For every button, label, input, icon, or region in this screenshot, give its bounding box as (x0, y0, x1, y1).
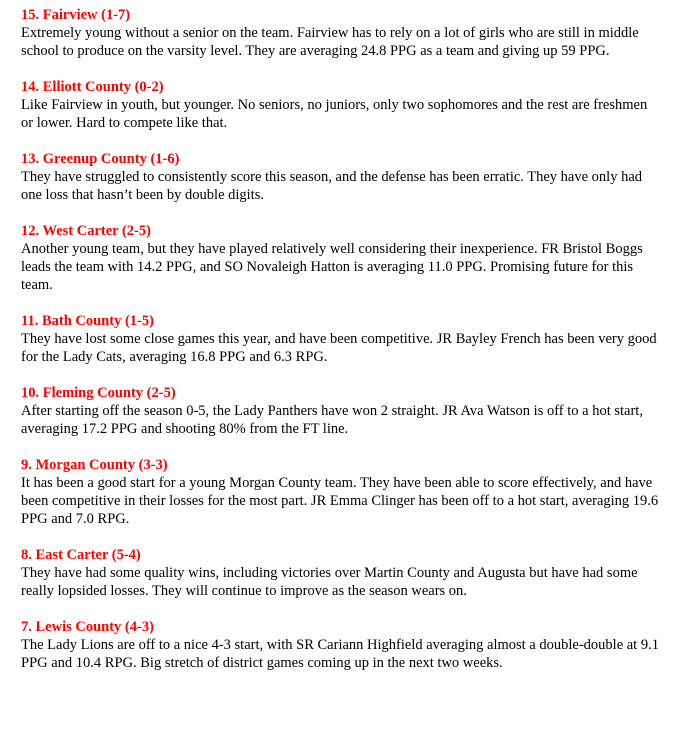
team-summary: They have lost some close games this year, and have been competitive. JR Bayley French has been very good for the Lady Cats, averaging 16.8 PPG and 6.3 RPG. (21, 331, 657, 365)
team-heading: 8. East Carter (5-4) (21, 547, 141, 563)
team-summary: The Lady Lions are off to a nice 4-3 start, with SR Cariann Highfield averaging almost a double-double at 9.1 PPG and 10.4 RPG. Big stretch of district games coming up in the next two weeks. (21, 637, 659, 671)
ranking-entry-8 (21, 546, 661, 600)
team-heading: 14. Elliott County (0-2) (21, 79, 164, 95)
team-heading: 15. Fairview (1-7) (21, 7, 131, 23)
ranking-entry-13 (21, 150, 661, 204)
team-heading: 7. Lewis County (4-3) (21, 619, 154, 635)
team-heading: 13. Greenup County (1-6) (21, 151, 180, 167)
team-summary: They have had some quality wins, including victories over Martin County and Augusta but have had some really lopsided losses. They will continue to improve as the season wears on. (21, 565, 638, 599)
team-summary: It has been a good start for a young Morgan County team. They have been able to score effectively, and have been competitive in their losses for the most part. JR Emma Clinger has been off to a hot start, averaging 19.6 PPG and 7.0 RPG. (21, 475, 659, 527)
ranking-entry-10 (21, 384, 661, 438)
team-summary: After starting off the season 0-5, the Lady Panthers have won 2 straight. JR Ava Watson is off to a hot start, averaging 17.2 PPG and shooting 80% from the FT line. (21, 403, 643, 437)
ranking-entry-14 (21, 78, 661, 132)
ranking-entry-11 (21, 312, 661, 366)
team-summary: Extremely young without a senior on the team. Fairview has to rely on a lot of girls who are still in middle school to produce on the varsity level. They are averaging 24.8 PPG as a team and giving up 59 PPG. (21, 25, 639, 59)
team-heading: 9. Morgan County (3-3) (21, 457, 168, 473)
team-summary: Another young team, but they have played relatively well considering their inexperience. FR Bristol Boggs leads the team with 14.2 PPG, and SO Novaleigh Hatton is averaging 11.0 PPG. Promising future for this team. (21, 241, 643, 293)
team-summary: They have struggled to consistently score this season, and the defense has been erratic. They have only had one loss that hasn’t been by double digits. (21, 169, 643, 203)
team-heading: 11. Bath County (1-5) (21, 313, 154, 329)
ranking-entry-15 (21, 6, 661, 60)
ranking-entry-12 (21, 222, 661, 294)
team-heading: 12. West Carter (2-5) (21, 223, 151, 239)
team-summary: Like Fairview in youth, but younger. No seniors, no juniors, only two sophomores and the rest are freshmen or lower. Hard to compete like that. (21, 97, 648, 131)
ranking-entry-9 (21, 456, 661, 528)
team-heading: 10. Fleming County (2-5) (21, 385, 176, 401)
ranking-entry-7 (21, 618, 661, 672)
